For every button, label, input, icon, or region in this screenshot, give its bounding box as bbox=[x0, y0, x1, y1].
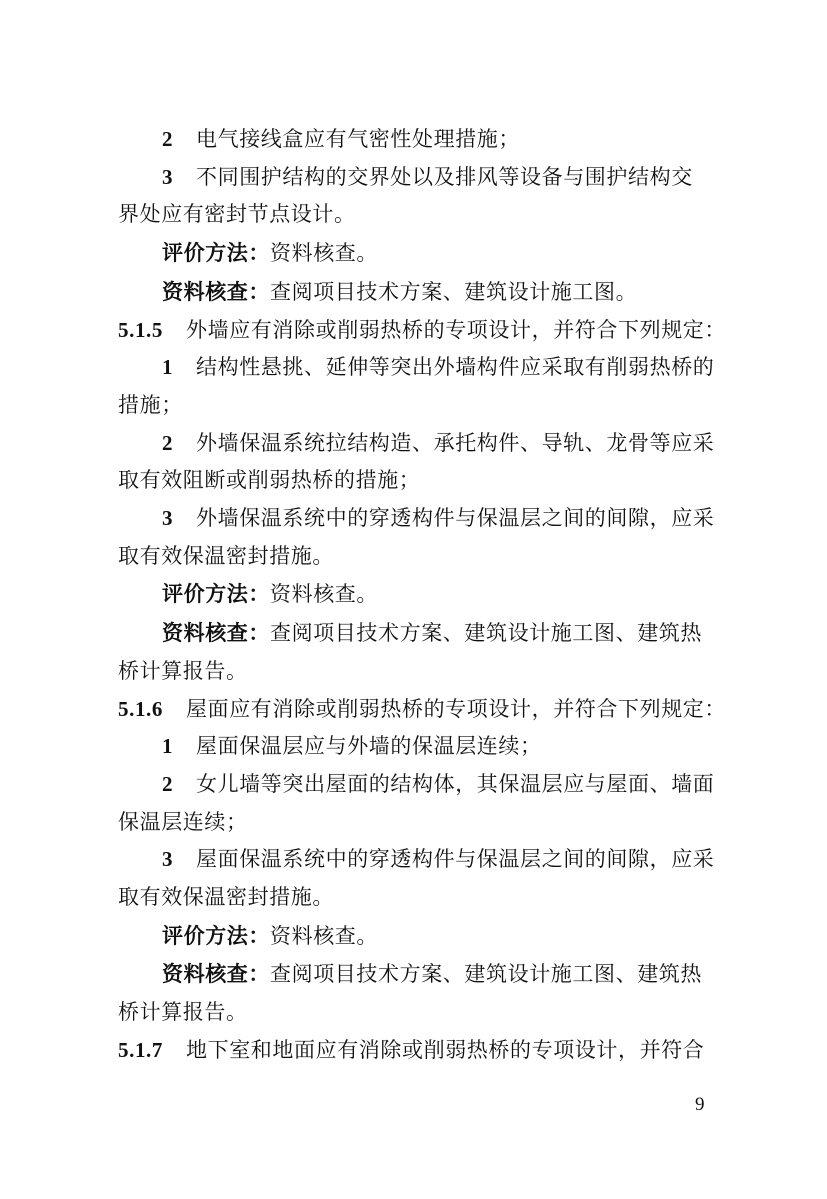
clause-number: 5.1.6 bbox=[118, 696, 163, 721]
continuation-line: 桥计算报告。 bbox=[118, 658, 248, 683]
value: 查阅项目技术方案、建筑设计施工图、建筑热 bbox=[270, 621, 702, 646]
value: 资料核查。 bbox=[270, 582, 378, 607]
document-review bbox=[118, 614, 710, 653]
continuation-line: 桥计算报告。 bbox=[118, 1000, 248, 1025]
item-text: 外墙保温系统拉结构造、承托构件、导轨、龙骨等应采 bbox=[196, 430, 715, 455]
item-number: 2 bbox=[162, 771, 174, 796]
label: 评价方法： bbox=[162, 581, 270, 607]
label: 评价方法： bbox=[162, 240, 270, 266]
label: 评价方法： bbox=[162, 922, 270, 948]
continuation-line: 保温层连续； bbox=[118, 809, 248, 834]
clause-text: 屋面应有消除或削弱热桥的专项设计，并符合下列规定： bbox=[186, 696, 726, 721]
clause-number: 5.1.7 bbox=[118, 1037, 163, 1062]
item-number: 3 bbox=[162, 847, 174, 872]
evaluation-method bbox=[118, 234, 710, 273]
document-review bbox=[118, 955, 710, 994]
document-review bbox=[118, 273, 710, 312]
evaluation-method bbox=[118, 917, 710, 956]
list-item-2 bbox=[118, 425, 715, 463]
list-item-3 bbox=[118, 841, 715, 879]
clause-text: 外墙应有消除或削弱热桥的专项设计，并符合下列规定： bbox=[186, 317, 726, 342]
list-item-3 bbox=[118, 159, 710, 197]
label: 资料核查： bbox=[162, 961, 270, 987]
item-number: 2 bbox=[162, 430, 174, 455]
item-number: 3 bbox=[162, 506, 174, 531]
clause-5-1-6 bbox=[118, 691, 726, 729]
item-text: 女儿墙等突出屋面的结构体，其保温层应与屋面、墙面 bbox=[196, 771, 715, 796]
list-item-1 bbox=[118, 349, 715, 387]
clause-number: 5.1.5 bbox=[118, 317, 163, 342]
item-text: 屋面保温层应与外墙的保温层连续； bbox=[196, 734, 542, 759]
item-number: 1 bbox=[162, 734, 174, 759]
clause-5-1-5 bbox=[118, 312, 726, 350]
item-text: 屋面保温系统中的穿透构件与保温层之间的间隙，应采 bbox=[196, 847, 715, 872]
document-body bbox=[118, 121, 726, 1070]
evaluation-method bbox=[118, 575, 710, 614]
value: 查阅项目技术方案、建筑设计施工图、建筑热 bbox=[270, 962, 702, 987]
item-number: 3 bbox=[162, 164, 174, 189]
continuation-line: 措施； bbox=[118, 392, 183, 417]
list-item-1 bbox=[118, 728, 710, 766]
item-text: 不同围护结构的交界处以及排风等设备与围护结构交 bbox=[196, 164, 693, 189]
page-number: 9 bbox=[695, 1094, 705, 1115]
continuation-line: 取有效阻断或削弱热桥的措施； bbox=[118, 468, 421, 493]
item-text: 结构性悬挑、延伸等突出外墙构件应采取有削弱热桥的 bbox=[196, 355, 715, 380]
item-number: 1 bbox=[162, 355, 174, 380]
list-item-2 bbox=[118, 121, 710, 159]
continuation-line: 取有效保温密封措施。 bbox=[118, 885, 334, 910]
list-item-2 bbox=[118, 766, 715, 804]
label: 资料核查： bbox=[162, 620, 270, 646]
clause-5-1-7 bbox=[118, 1032, 710, 1070]
item-number: 2 bbox=[162, 127, 174, 151]
clause-text: 地下室和地面应有消除或削弱热桥的专项设计，并符合 bbox=[186, 1037, 705, 1062]
value: 查阅项目技术方案、建筑设计施工图。 bbox=[270, 279, 638, 304]
continuation-line: 界处应有密封节点设计。 bbox=[118, 202, 356, 227]
value: 资料核查。 bbox=[270, 923, 378, 948]
continuation-line: 取有效保温密封措施。 bbox=[118, 543, 334, 568]
item-text: 电气接线盒应有气密性处理措施； bbox=[196, 127, 520, 151]
list-item-3 bbox=[118, 500, 715, 538]
item-text: 外墙保温系统中的穿透构件与保温层之间的间隙，应采 bbox=[196, 506, 715, 531]
label: 资料核查： bbox=[162, 278, 270, 304]
value: 资料核查。 bbox=[270, 241, 378, 266]
